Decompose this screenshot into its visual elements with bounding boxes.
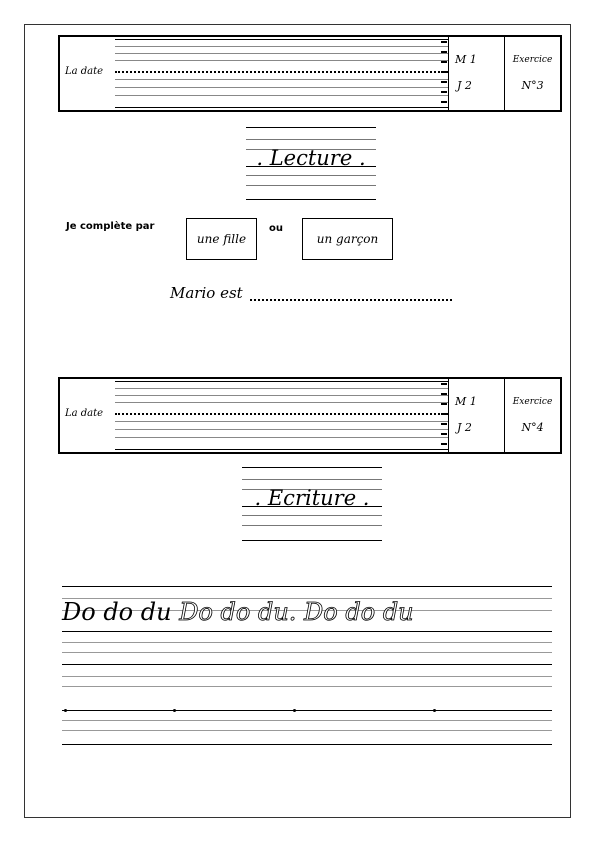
date-writing-lines[interactable]	[115, 379, 448, 452]
answer-line[interactable]	[250, 299, 452, 301]
day-text: J 2	[457, 79, 472, 92]
ecriture-title-block	[242, 461, 382, 543]
instruction-text: Je complète par	[66, 221, 155, 232]
exercise-cell	[505, 379, 560, 452]
date-writing-lines[interactable]	[115, 37, 448, 110]
option-une-fille[interactable]	[186, 218, 257, 260]
header-box-1	[58, 35, 562, 112]
start-dot	[64, 709, 67, 712]
lecture-title-block	[246, 121, 376, 203]
level-text: M 1	[455, 395, 477, 408]
or-word: ou	[269, 223, 283, 234]
model-text-solid: Do do du	[62, 598, 180, 626]
writing-lines-area[interactable]	[62, 586, 552, 756]
lecture-title: . Lecture .	[256, 146, 366, 170]
option-une-fille-label: une fille	[196, 232, 247, 246]
model-text-outline: Do do du. Do do du	[179, 598, 414, 626]
sentence-text: Mario est	[170, 284, 243, 302]
option-un-garcon-label: un garçon	[316, 232, 379, 246]
date-label: La date	[65, 408, 104, 419]
header-box-2	[58, 377, 562, 454]
exercise-label: Exercice	[512, 55, 553, 65]
exercise-number: N°4	[521, 421, 544, 434]
level-text: M 1	[455, 53, 477, 66]
ecriture-title: . Ecriture .	[254, 486, 370, 510]
exercise-number: N°3	[521, 79, 544, 92]
level-day-cell	[448, 37, 505, 110]
level-day-cell	[448, 379, 505, 452]
start-dot	[293, 709, 296, 712]
option-un-garcon[interactable]	[302, 218, 393, 260]
start-dot	[173, 709, 176, 712]
exercise-cell	[505, 37, 560, 110]
exercise-label: Exercice	[512, 397, 553, 407]
model-writing	[62, 599, 414, 625]
date-label: La date	[65, 66, 104, 77]
start-dot	[433, 709, 436, 712]
day-text: J 2	[457, 421, 472, 434]
margin-ticks	[441, 37, 447, 110]
margin-ticks	[441, 379, 447, 452]
